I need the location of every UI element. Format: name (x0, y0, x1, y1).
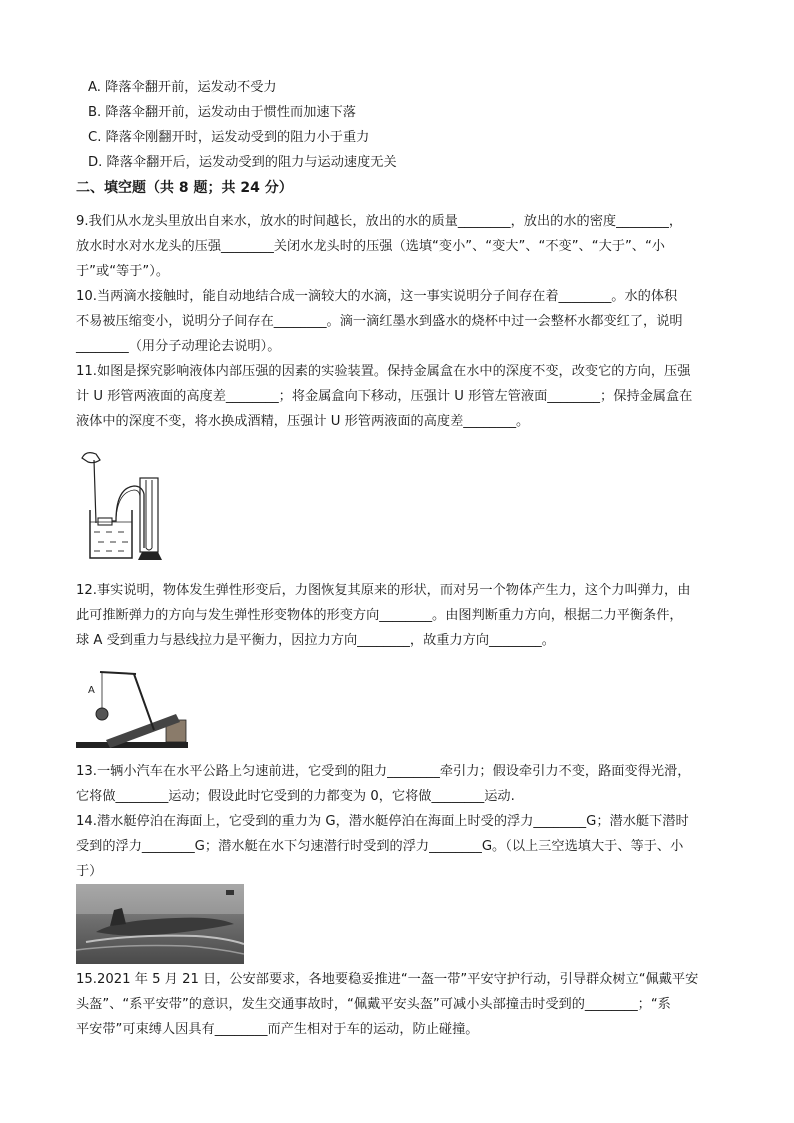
q12-line3: 球 A 受到重力与悬线拉力是平衡力，因拉力方向________，故重力方向________。 (76, 633, 555, 648)
q13-line1: 13.一辆小汽车在水平公路上匀速前进，它受到的阻力________牵引力；假设牵引力不变，路面变得光滑， (76, 764, 691, 779)
section-title: 二、填空题（共 8 题；共 24 分） (76, 180, 293, 196)
q15-line1: 15.2021 年 5 月 21 日，公安部要求，各地要稳妥推进“一盔一带”平安守护行动，引导群众树立“佩戴平安 (76, 972, 699, 987)
q11-line3: 液体中的深度不变，将水换成酒精，压强计 U 形管两液面的高度差________。 (76, 414, 530, 429)
ball-label: A (88, 685, 95, 696)
q15-line2: 头盔”、“系平安带”的意识，发生交通事故时，“佩戴平安头盔”可减小头部撞击时受到的________；“系 (76, 997, 671, 1012)
option-d: D. 降落伞翻开后，运发动受到的阻力与运动速度无关 (88, 155, 397, 170)
q13-line2: 它将做________运动；假设此时它受到的力都变为 0，它将做________运动. (76, 789, 515, 804)
q12-line2: 此可推断弹力的方向与发生弹性形变物体的形变方向________。由图判断重力方向，根据二力平衡条件， (76, 608, 683, 623)
q14-line3: 于） (76, 864, 103, 879)
q9-line1: 9.我们从水龙头里放出自来水，放水的时间越长，放出的水的质量________，放出的水的密度________， (76, 214, 683, 229)
q15-line3: 平安带”可束缚人因具有________而产生相对于车的运动，防止碰撞。 (76, 1022, 479, 1037)
q14-line1: 14.潜水艇停泊在海面上，它受到的重力为 G，潜水艇停泊在海面上时受的浮力________G；潜水艇下潜时 (76, 814, 689, 829)
q12-line1: 12.事实说明，物体发生弹性形变后，力图恢复其原来的形状，而对另一个物体产生力，这个力叫弹力，由 (76, 583, 691, 598)
q9-line2: 放水时水对水龙头的压强________关闭水龙头时的压强（选填“变小”、“变大”、“不变”、“大于”、“小 (76, 239, 665, 254)
option-a: A. 降落伞翻开前，运发动不受力 (88, 80, 277, 95)
q10-line3: ________（用分子动理论去说明）。 (76, 339, 281, 354)
q10-line2: 不易被压缩变小，说明分子间存在________。滴一滴红墨水到盛水的烧杯中过一会整杯水都变红了，说明 (76, 314, 683, 329)
q9-line3: 于”或“等于”）。 (76, 264, 170, 279)
submarine-photo (76, 884, 244, 964)
q11-line2: 计 U 形管两液面的高度差________；将金属盒向下移动，压强计 U 形管左管液面________；保持金属盒在 (76, 389, 693, 404)
option-c: C. 降落伞刚翻开时，运发动受到的阻力小于重力 (88, 130, 370, 145)
q14-line2: 受到的浮力________G；潜水艇在水下匀速潜行时受到的浮力________G。（以上三空选填大于、等于、小 (76, 839, 684, 854)
option-b: B. 降落伞翻开前，运发动由于惯性而加速下落 (88, 105, 356, 120)
pendulum-incline-figure (76, 660, 196, 752)
q10-line1: 10.当两滴水接触时，能自动地结合成一滴较大的水滴，这一事实说明分子间存在着________。水的体积 (76, 289, 678, 304)
q11-line1: 11.如图是探究影响液体内部压强的因素的实验装置。保持金属盒在水中的深度不变，改变它的方向，压强 (76, 364, 691, 379)
pressure-gauge-figure (76, 448, 176, 566)
